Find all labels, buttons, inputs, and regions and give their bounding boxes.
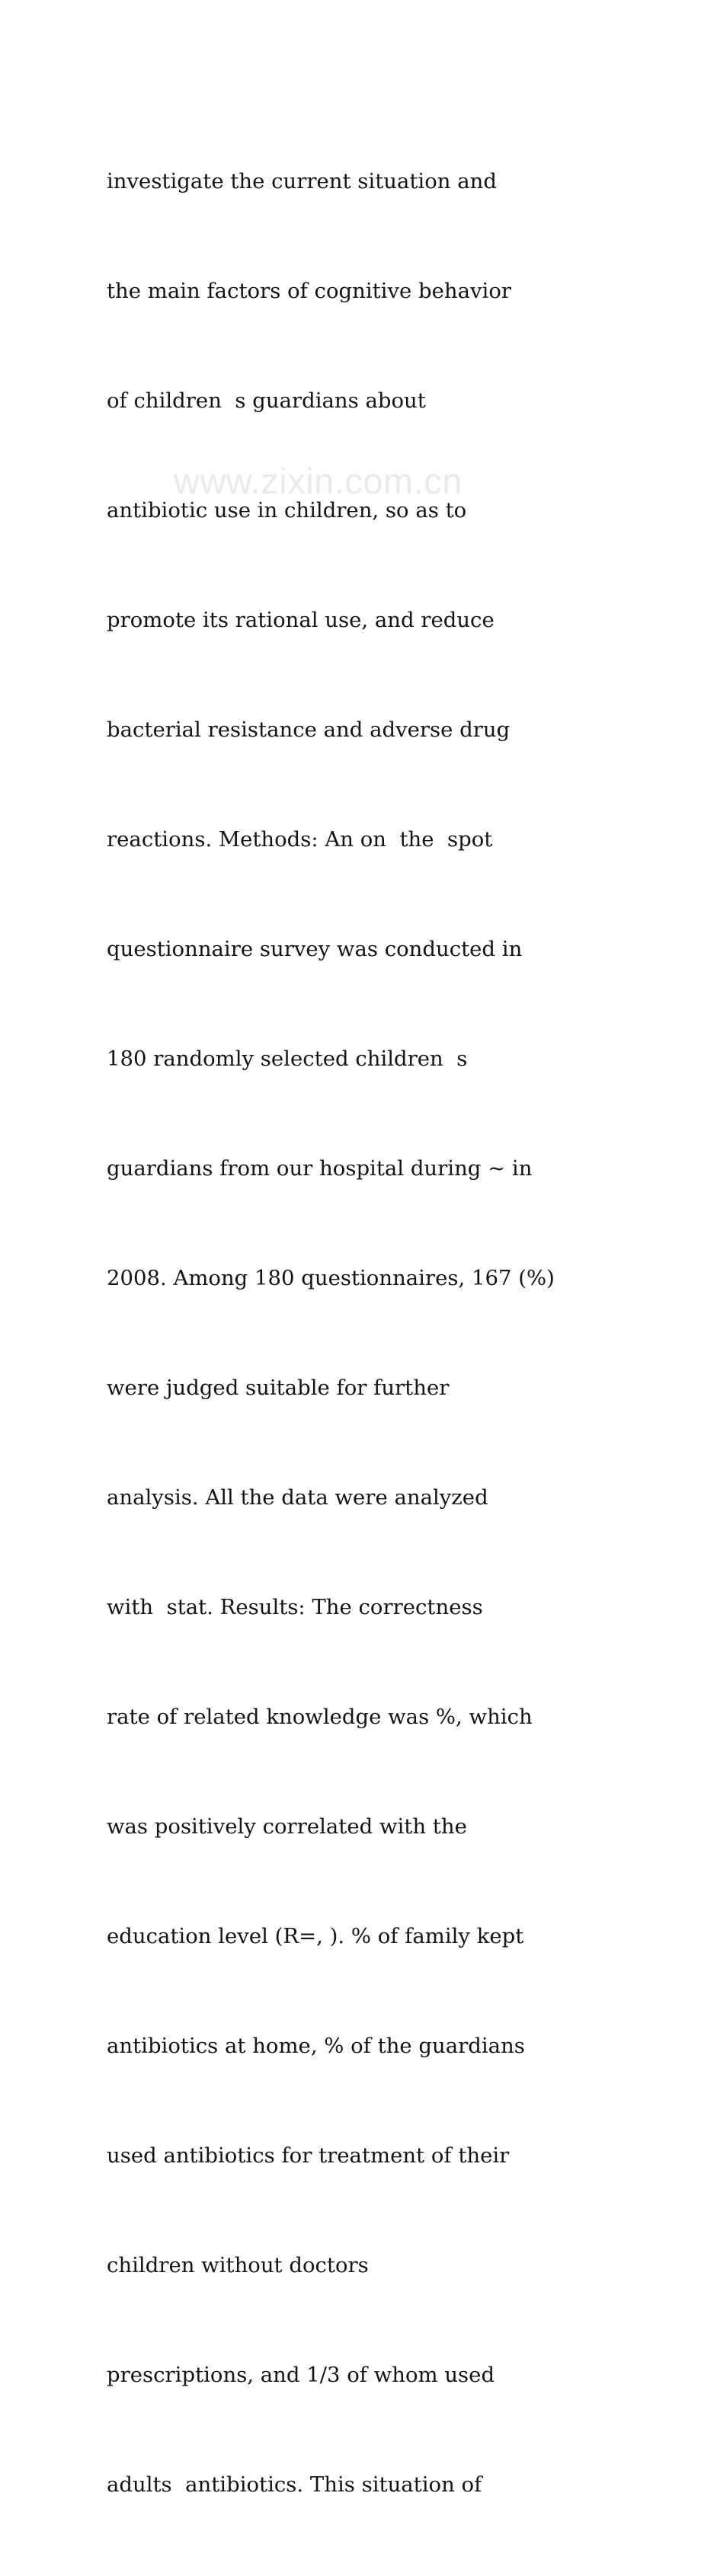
text-line: antibiotic use in children, so as to xyxy=(107,498,467,523)
text-line: of children s guardians about xyxy=(107,388,426,413)
text-line: 2008. Among 180 questionnaires, 167 (%) xyxy=(107,1266,555,1290)
text-line: adults antibiotics. This situation of xyxy=(107,2472,482,2497)
text-line: reactions. Methods: An on the spot xyxy=(107,827,493,852)
text-line: 180 randomly selected children s xyxy=(107,1047,468,1071)
text-line: investigate the current situation and xyxy=(107,169,497,193)
text-line: the main factors of cognitive behavior xyxy=(107,279,512,303)
text-line: bacterial resistance and adverse drug xyxy=(107,718,511,742)
text-line: antibiotics at home, % of the guardians xyxy=(107,2034,525,2058)
text-line: prescriptions, and 1/3 of whom used xyxy=(107,2363,495,2387)
text-line: education level (R=, ). % of family kept xyxy=(107,1924,524,1948)
text-line: children without doctors xyxy=(107,2253,369,2277)
text-line: promote its rational use, and reduce xyxy=(107,608,495,632)
text-line: with stat. Results: The correctness xyxy=(107,1595,483,1619)
site-watermark: www.zixin.com.cn xyxy=(174,461,463,501)
text-line: guardians from our hospital during ~ in xyxy=(107,1156,533,1181)
text-line: used antibiotics for treatment of their xyxy=(107,2143,510,2168)
text-line: questionnaire survey was conducted in xyxy=(107,937,523,961)
text-line: were judged suitable for further xyxy=(107,1376,450,1400)
text-line: rate of related knowledge was %, which xyxy=(107,1705,533,1729)
text-line: analysis. All the data were analyzed xyxy=(107,1485,488,1510)
text-line: was positively correlated with the xyxy=(107,1814,467,1839)
abstract-text-block xyxy=(107,90,603,2576)
